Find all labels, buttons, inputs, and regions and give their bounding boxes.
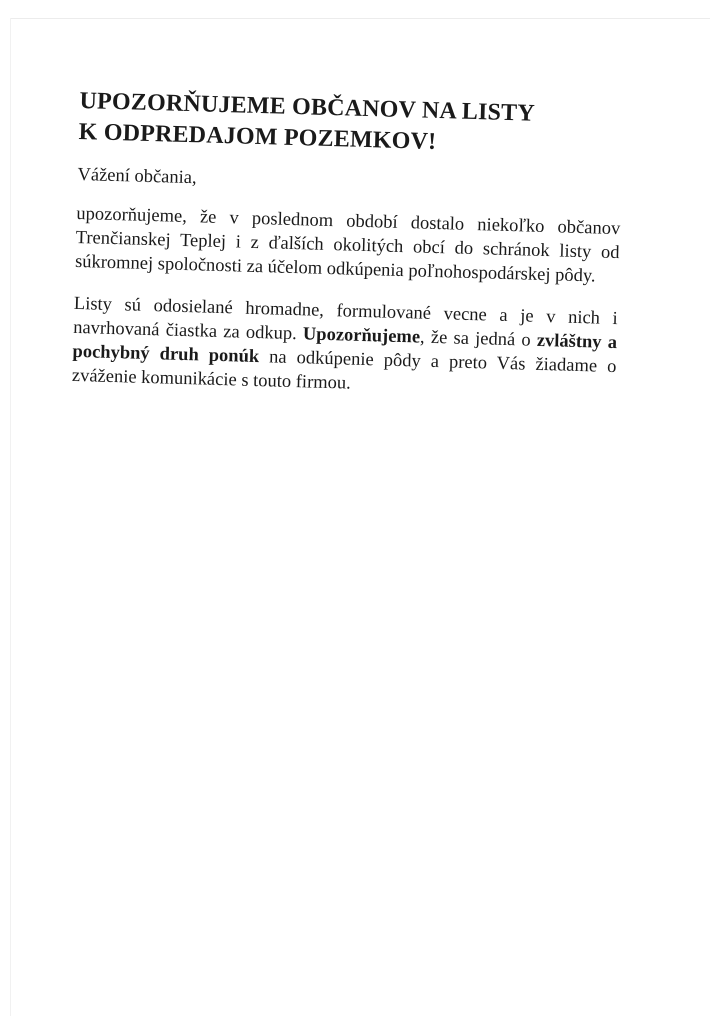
title-line-2: K ODPREDAJOM POZEMKOV!	[78, 118, 437, 155]
scan-edge-top	[10, 18, 710, 19]
paragraph-2-part-1: Listy sú odosielané hromadne, formulované vecne a je v nich i navrhovaná čiastka za odkup.	[72, 293, 618, 345]
paragraph-2-part-3: na odkúpenie pôdy a preto Vás žiadame o zváženie komunikácie s touto firmou.	[71, 347, 617, 394]
paragraph-1: upozorňujeme, že v poslednom období dostalo niekoľko občanov Trenčianskej Teplej i z ďalších okolitých obcí do schránok listy od súkromnej spoločnosti za účelom odkúpenia poľnohospodárskej pôdy.	[74, 203, 621, 287]
title-line-1: UPOZORŇUJEME OBČANOV NA LISTY	[79, 87, 536, 127]
paragraph-2-bold-2: zvláštny a pochybný druh ponúk	[72, 330, 618, 368]
paragraph-2-bold-1: Upozorňujeme	[302, 324, 421, 348]
document-title	[78, 86, 624, 163]
paragraph-2	[72, 292, 618, 403]
salutation: Vážení občania,	[77, 164, 197, 189]
paragraph-2-part-2: , že sa jedná o	[419, 327, 538, 351]
document-content	[72, 86, 624, 403]
scan-edge-left	[10, 18, 11, 1016]
